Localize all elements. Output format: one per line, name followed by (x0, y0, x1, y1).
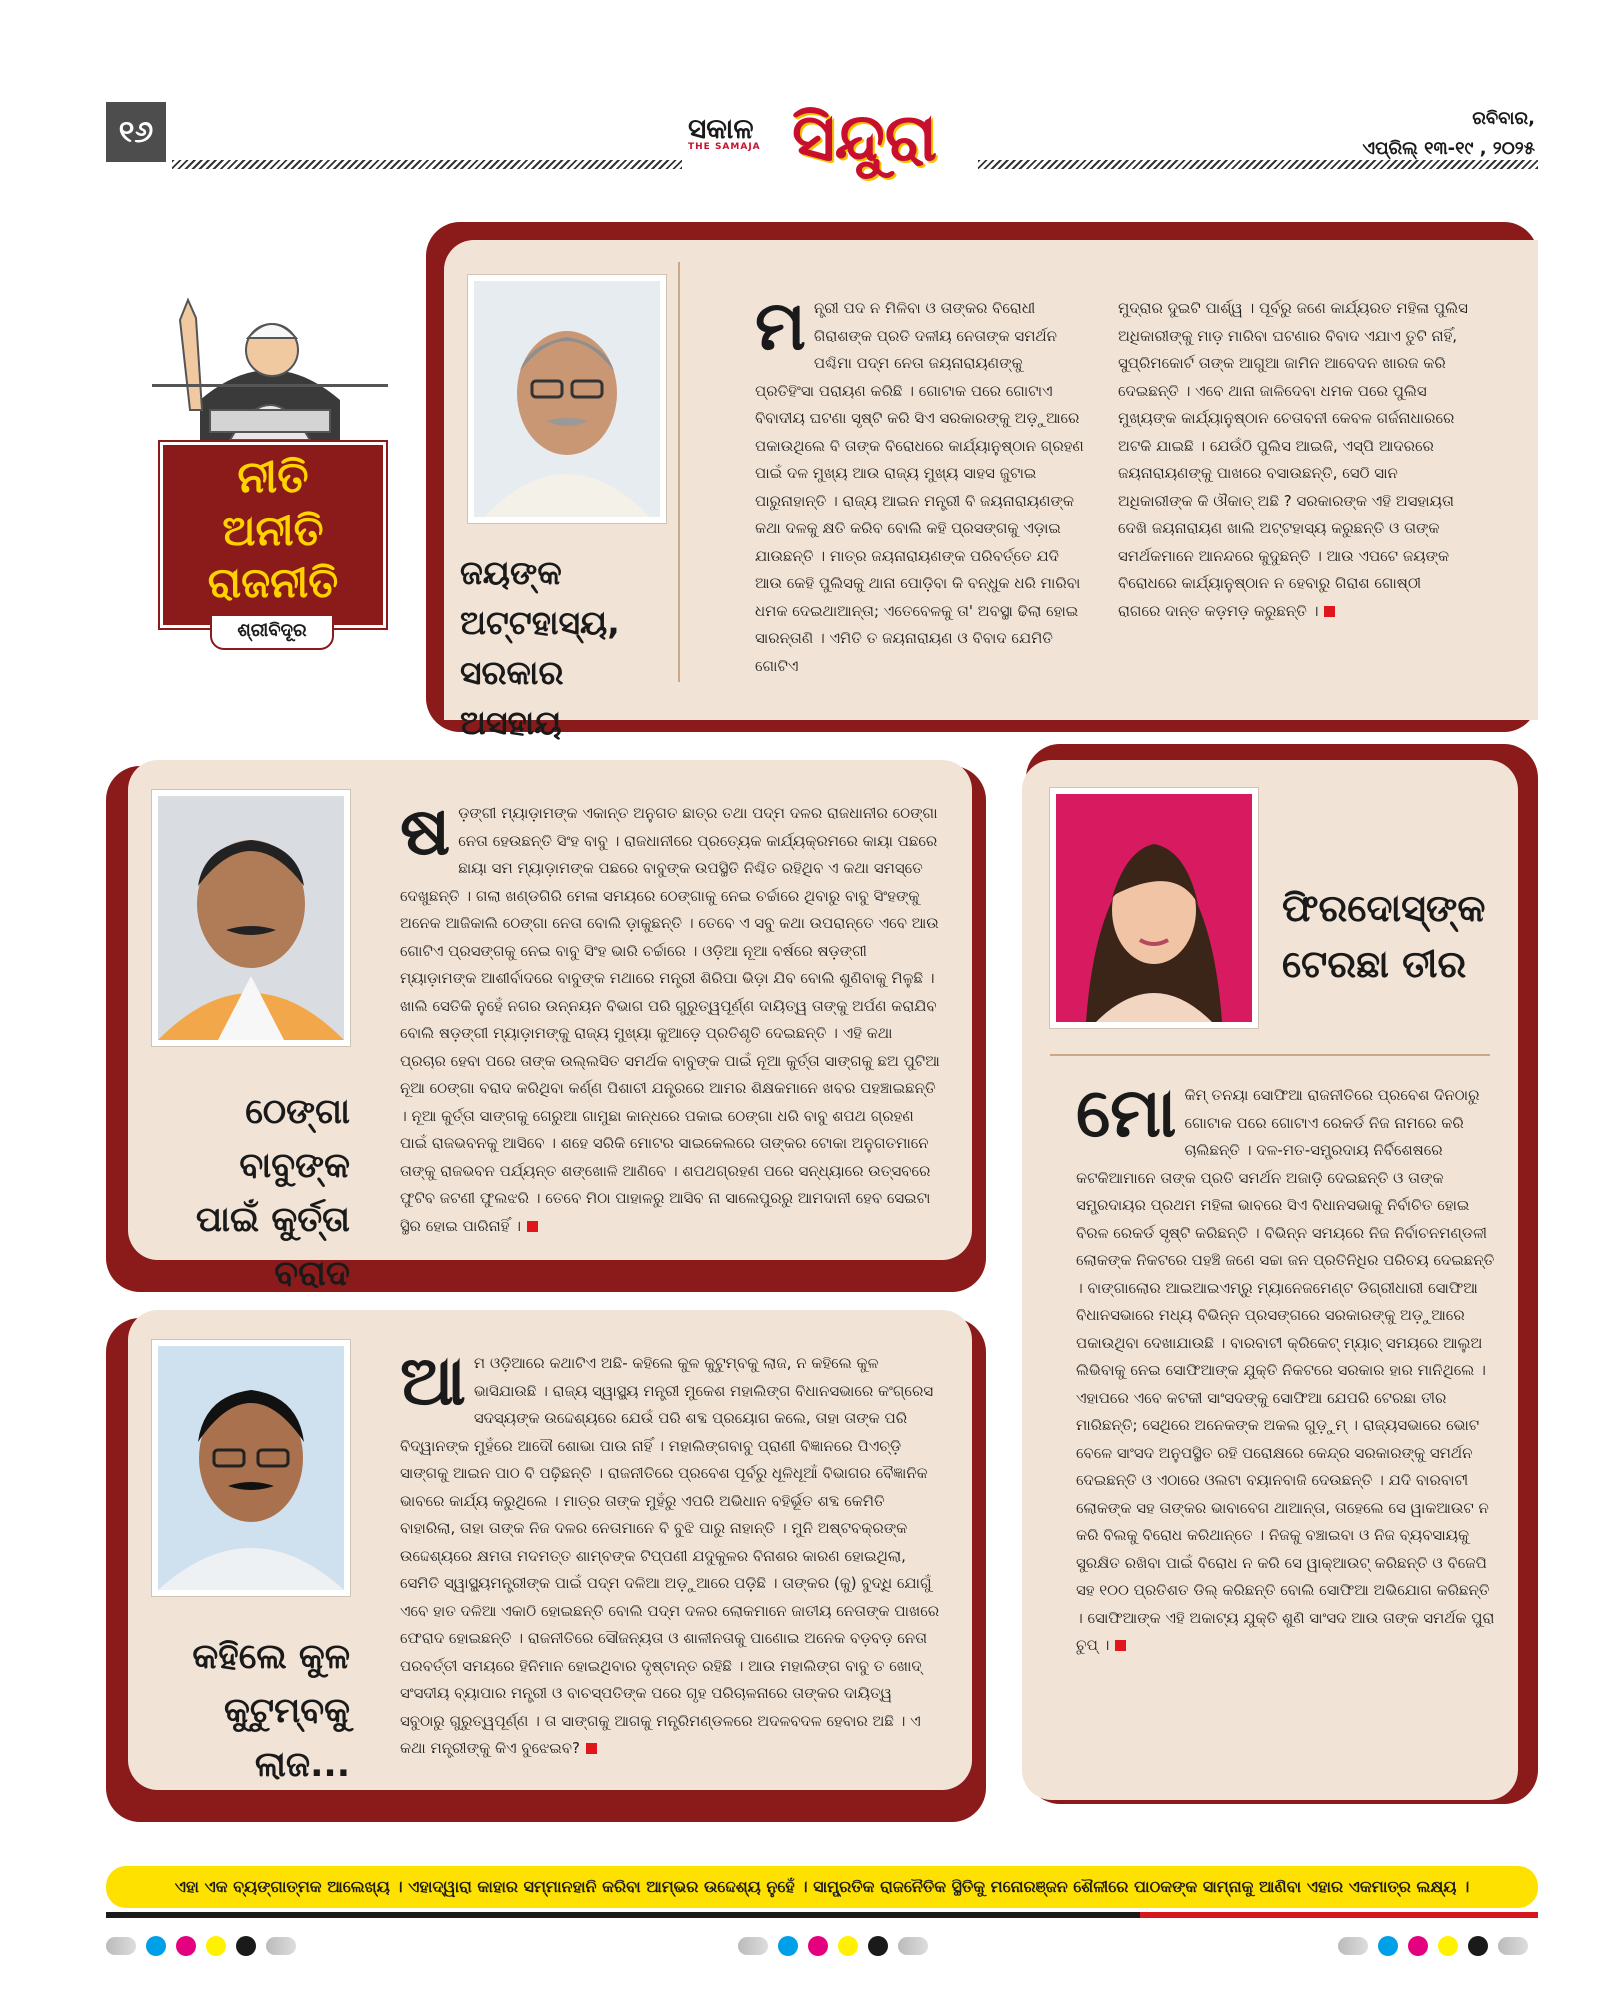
article-4-headline (1282, 880, 1512, 992)
article-2-body (400, 792, 940, 1240)
article-1-photo (468, 275, 666, 523)
article-2-dropcap: ଷ (400, 792, 451, 871)
registration-dot-magenta (176, 1936, 196, 1956)
masthead-sakala-tag: THE SAMAJA (688, 142, 761, 152)
dateline-date: ଏପ୍ରିଲ୍ ୧୩-୧୯ , ୨୦୨୫ (1362, 138, 1535, 159)
masthead-title: ସିନ୍ଦୁରା (792, 98, 938, 176)
article-4-photo (1050, 788, 1258, 1028)
registration-dot-yellow (206, 1936, 226, 1956)
article-3-headline (140, 1630, 350, 1792)
masthead-sakala-text: ସକାଳ (688, 112, 754, 145)
article-1-dropcap: ମ (755, 287, 806, 366)
dateline-day: ରବିବାର, (1472, 108, 1535, 129)
end-mark (1324, 606, 1335, 617)
article-1-headline-line1: ଜୟଙ୍କ ଅଟ୍ଟହାସ୍ୟ, (460, 553, 620, 642)
article-1-col2 (1118, 295, 1468, 625)
registration-bar (1338, 1937, 1368, 1955)
registration-dot-yellow (1438, 1936, 1458, 1956)
registration-dot-magenta (808, 1936, 828, 1956)
registration-bar (1498, 1937, 1528, 1955)
registration-bar (266, 1937, 296, 1955)
article-4-body (1076, 1074, 1496, 1660)
registration-dot-black (868, 1936, 888, 1956)
article-4-divider (1050, 1054, 1490, 1056)
portrait-woman (1056, 794, 1252, 1022)
column-logo-line1: ନୀତି (237, 452, 309, 503)
registration-marks-center (738, 1936, 928, 1956)
article-1-headline (460, 548, 670, 748)
article-2-headline (140, 1085, 350, 1301)
masthead-sakala (688, 112, 761, 152)
end-mark (1115, 1640, 1126, 1651)
dateline (1362, 104, 1535, 164)
registration-dot-cyan (1378, 1936, 1398, 1956)
article-3-headline-line2: କୁଟୁମ୍ବକୁ (223, 1691, 350, 1731)
registration-marks-left (106, 1936, 296, 1956)
column-logo-line3: ରାଜନୀତି (207, 558, 339, 607)
article-4-headline-line1: ଫିରଦୋସ୍‌ଙ୍କ (1282, 886, 1486, 930)
portrait-man-mustache (158, 796, 344, 1040)
registration-bar (738, 1937, 768, 1955)
article-4-body-text: କିମ୍ ତନୟା ସୋଫିଆ ରାଜନୀତିରେ ପ୍ରବେଶ ଦିନଠାରୁ ଗୋଟାକ ପରେ ଗୋଟାଏ ରେକର୍ଡ ନିଜ ନାମରେ କରି ଚାଲିଛନ୍ତି । ଦଳ-ମତ-ସମ୍ପ୍ରଦାୟ ନିର୍ବିଶେଷରେ କଟକିଆମାନେ ତାଙ୍କ ପ୍ରତି ସମର୍ଥନ ଅଜାଡ଼ି ଦେଇଛନ୍ତି ଓ ତାଙ୍କ ସମ୍ପ୍ରଦାୟର ପ୍ରଥମ ମହିଳା ଭାବରେ ସିଏ ବିଧାନସଭାକୁ ନିର୍ବାଚିତ ହୋଇ ବିରଳ ରେକର୍ଡ ସୃଷ୍ଟି କରିଛନ୍ତି । ବିଭିନ୍ନ ସମୟରେ ନିଜ ନିର୍ବାଚନମଣ୍ଡଳୀ ଲୋକଙ୍କ ନିକଟରେ ପହଞ୍ଚି ଜଣେ ସଚ୍ଚା ଜନ ପ୍ରତିନିଧିର ପରିଚୟ ଦେଇଛନ୍ତି । ବାଙ୍ଗାଲୋର ଆଇଆଇଏମ୍‌ରୁ ମ୍ୟାନେଜମେଣ୍ଟ ଡିଗ୍ରୀଧାରୀ ସୋଫିଆ ବିଧାନସଭାରେ ମଧ୍ୟ ବିଭିନ୍ନ ପ୍ରସଙ୍ଗରେ ସରକାରଙ୍କୁ ଅଡ଼ୁଆରେ ପକାଉଥିବା ଦେଖାଯାଉଛି । ବାରବାଟୀ କ୍ରିକେଟ୍ ମ୍ୟାଚ୍ ସମୟରେ ଆଲୁଅ ଲିଭିବାକୁ ନେଇ ସୋଫିଆଙ୍କ ଯୁକ୍ତି ନିକଟରେ ସରକାର ହାର ମାନିଥିଲେ । ଏହାପରେ ଏବେ କଟକୀ ସାଂସଦଙ୍କୁ ସୋଫିଆ ଯେପରି ଟେରଛା ତୀର ମାରିଛନ୍ତି; ସେଥିରେ ଅନେକଙ୍କ ଅକଲ ଗୁଡ଼ୁମ୍ । ରାଜ୍ୟସଭାରେ ଭୋଟ ବେଳେ ସାଂସଦ ଅନୁପସ୍ଥିତ ରହି ପରୋକ୍ଷରେ କେନ୍ଦ୍ର ସରକାରଙ୍କୁ ସମର୍ଥନ ଦେଇଛନ୍ତି ଓ ଏଠାରେ ଓଲଟା ବୟାନବାଜି ଦେଉଛନ୍ତି । ଯଦି ବାରବାଟୀ ଲୋକଙ୍କ ସହ ତାଙ୍କର ଭାବାବେଗ ଥାଆନ୍ତା, ତାହେଲେ ସେ ୱାକଆଉଟ ନ କରି ବିଲକୁ ବିରୋଧ କରିଥାନ୍ତେ । ନିଜକୁ ବଞ୍ଚାଇବା ଓ ନିଜ ବ୍ୟବସାୟକୁ ସୁରକ୍ଷିତ ରଖିବା ପାଇଁ ବିରୋଧ ନ କରି ସେ ୱାକ୍‌ଆଉଟ୍ କରିଛନ୍ତି ଓ ବିଜେପି ସହ ୧୦୦ ପ୍ରତିଶତ ଡିଲ୍ କରିଛନ୍ତି ବୋଲି ସୋଫିଆ ଅଭିଯୋଗ କରିଛନ୍ତି । ସୋଫିଆଙ୍କ ଏହି ଅକାଟ୍ୟ ଯୁକ୍ତି ଶୁଣି ସାଂସଦ ଆଉ ତାଙ୍କ ସମର୍ଥକ ପୁରା ଚୁପ୍ । (1076, 1086, 1495, 1654)
article-2-photo (152, 790, 350, 1046)
column-author: ଶ୍ରୀବିଦୂର (210, 614, 334, 650)
article-3-photo (152, 1340, 350, 1596)
portrait-man-glasses (474, 281, 660, 517)
article-3-body-text: ମ ଓଡ଼ିଆରେ କଥାଟିଏ ଅଛି- କହିଲେ କୁଳ କୁଟୁମ୍ବକୁ ଲାଜ, ନ କହିଲେ କୁଳ ଭାସିଯାଉଛି । ରାଜ୍ୟ ସ୍ୱାସ୍ଥ୍ୟ ମନ୍ତ୍ରୀ ମୁକେଶ ମହାଲିଙ୍ଗ ବିଧାନସଭାରେ କଂଗ୍ରେସ ସଦସ୍ୟଙ୍କ ଉଦ୍ଦେଶ୍ୟରେ ଯେଉଁ ପରି ଶବ୍ଦ ପ୍ରୟୋଗ କଲେ, ତାହା ତାଙ୍କ ପରି ବିଦ୍ୱାନଙ୍କ ମୁହଁରେ ଆଦୌ ଶୋଭା ପାଉ ନାହିଁ । ମହାଲିଙ୍ଗବାବୁ ପ୍ରାଣୀ ବିଜ୍ଞାନରେ ପିଏଚ୍‌ଡ଼ି ସାଙ୍ଗକୁ ଆଇନ ପାଠ ବି ପଢ଼ିଛନ୍ତି । ରାଜନୀତିରେ ପ୍ରବେଶ ପୂର୍ବରୁ ଧୂଳିଧୂଆଁ ବିଭାଗର ବୈଜ୍ଞାନିକ ଭାବରେ କାର୍ଯ୍ୟ କରୁଥିଲେ । ମାତ୍ର ତାଙ୍କ ମୁହଁରୁ ଏପରି ଅଭିଧାନ ବହିର୍ଭୂତ ଶବ୍ଦ କେମିତି ବାହାରିଲା, ତାହା ତାଙ୍କ ନିଜ ଦଳର ନେତାମାନେ ବି ବୁଝି ପାରୁ ନାହାନ୍ତି । ମୁନି ଅଷ୍ଟବକ୍ରଙ୍କ ଉଦ୍ଦେଶ୍ୟରେ କ୍ଷମତା ମଦମତ୍ତ ଶାମ୍ବଙ୍କ ଟିପ୍ପଣୀ ଯଦୁକୁଳର ବିନାଶର କାରଣ ହୋଇଥିଲା, ସେମିତି ସ୍ୱାସ୍ଥ୍ୟମନ୍ତ୍ରୀଙ୍କ ପାଇଁ ପଦ୍ମ ଦଳିଆ ଅଡ଼ୁଆରେ ପଡ଼ିଛି । ତାଙ୍କର (କୁ) ବୁଦ୍ଧି ଯୋଗୁଁ ଏବେ ହାତ ଦଳିଆ ଏକାଠି ହୋଇଛନ୍ତି ବୋଲି ପଦ୍ମ ଦଳର ଲୋକମାନେ ଜାତୀୟ ନେତାଙ୍କ ପାଖରେ ଫେରାଦ ହୋଇଛନ୍ତି । ରାଜନୀତିରେ ସୌଜନ୍ୟତା ଓ ଶାଳୀନତାକୁ ପାଣୋଇ ଅନେକ ବଡ଼ବଡ଼ ନେତା ପରବର୍ତ୍ତୀ ସମୟରେ ହିନିମାନ ହୋଇଥିବାର ଦୃଷ୍ଟାନ୍ତ ରହିଛି । ଆଉ ମହାଲିଙ୍ଗ ବାବୁ ତ ଖୋଦ୍ ସଂସଦୀୟ ବ୍ୟାପାର ମନ୍ତ୍ରୀ ଓ ବାଚସ୍ପତିଙ୍କ ପରେ ଗୃହ ପରିଚାଳନାରେ ତାଙ୍କର ଦାୟିତ୍ୱ ସବୁଠାରୁ ଗୁରୁତ୍ୱପୂର୍ଣ୍ଣ । ତା ସାଙ୍ଗକୁ ଆଗକୁ ମନ୍ତ୍ରିମଣ୍ଡଳରେ ଅଦଳବଦଳ ହେବାର ଅଛି । ଏ କଥା ମନ୍ତ୍ରୀଙ୍କୁ କିଏ ବୁଝେଇବ? (400, 1354, 940, 1757)
article-1-col1 (755, 287, 1085, 680)
article-2-headline-line1: ଠେଙ୍ଗା ବାବୁଙ୍କ (239, 1092, 350, 1186)
article-1-col2-text: ମୁଦ୍ରାର ଦୁଇଟି ପାର୍ଶ୍ୱ । ପୂର୍ବରୁ ଜଣେ କାର୍ଯ୍ୟରତ ମହିଳା ପୁଲିସ ଅଧିକାରୀଙ୍କୁ ମାଡ଼ ମାରିବା ଘଟଣାର ବିବାଦ ଏଯାଏ ତୁଟି ନାହିଁ, ସୁପ୍ରିମକୋର୍ଟ ତାଙ୍କ ଆଗୁଆ ଜାମିନ ଆବେଦନ ଖାରଜ କରି ଦେଇଛନ୍ତି । ଏବେ ଥାନା ଜାଳିଦେବା ଧମକ ପରେ ପୁଲିସ ମୁଖ୍ୟଙ୍କ କାର୍ଯ୍ୟାନୁଷ୍ଠାନ ଚେତାବନୀ କେବଳ ଗର୍ଜନାଧାରରେ ଅଟକି ଯାଇଛି । ଯେଉଁଠି ପୁଲିସ ଆଇଜି, ଏସ୍‌ପି ଆଦରରେ ଜୟନାରାୟଣଙ୍କୁ ପାଖରେ ବସାଉଛନ୍ତି, ସେଠି ସାନ ଅଧିକାରୀଙ୍କ କି ଔକାତ୍ ଅଛି ? ସରକାରଙ୍କ ଏହି ଅସହାୟତା ଦେଖି ଜୟନାରାୟଣ ଖାଲି ଅଟ୍ଟହାସ୍ୟ କରୁଛନ୍ତି ଓ ତାଙ୍କ ସମର୍ଥକମାନେ ଆନନ୍ଦରେ କୁଦୁଛନ୍ତି । ଆଉ ଏପଟେ ଜୟଙ୍କ ବିରୋଧରେ କାର୍ଯ୍ୟାନୁଷ୍ଠାନ ନ ହେବାରୁ ଗିରାଶ ଗୋଷ୍ଠୀ ରାଗରେ ଦାନ୍ତ କଡ଼ମଡ଼ କରୁଛନ୍ତି । (1118, 299, 1468, 620)
header-rule-left (172, 160, 682, 169)
end-mark (527, 1221, 538, 1232)
page-number: ୧୬ (106, 102, 166, 162)
article-4-dropcap: ମୋ (1076, 1074, 1177, 1153)
article-3-body (400, 1342, 940, 1763)
politician-illustration (150, 280, 390, 450)
registration-marks-right (1338, 1936, 1528, 1956)
article-1-divider (678, 262, 680, 682)
column-logo-line2: ଅନୀତି (222, 506, 324, 555)
registration-dot-magenta (1408, 1936, 1428, 1956)
registration-bar (898, 1937, 928, 1955)
disclaimer-text: ଏହା ଏକ ବ୍ୟଙ୍ଗାତ୍ମକ ଆଲେଖ୍ୟ । ଏହାଦ୍ୱାରା କାହାର ସମ୍ମାନହାନି କରିବା ଆମ୍ଭର ଉଦ୍ଦେଶ୍ୟ ନୁହେଁ । ସାମ୍ପ୍ରତିକ ରାଜନୈତିକ ସ୍ଥିତିକୁ ମନୋରଞ୍ଜନ ଶୈଳୀରେ ପାଠକଙ୍କ ସାମ୍ନାକୁ ଆଣିବା ଏହାର ଏକମାତ୍ର ଲକ୍ଷ୍ୟ । (174, 1877, 1470, 1896)
article-4-headline-line2: ଟେରଛା ତୀର (1282, 942, 1467, 986)
article-2-headline-line2: ପାଇଁ କୁର୍ତ୍ତା (195, 1200, 350, 1240)
article-1-headline-line2: ସରକାର ଅସହାୟ (460, 653, 564, 742)
portrait-man-glasses-2 (158, 1346, 344, 1590)
registration-dot-cyan (146, 1936, 166, 1956)
article-3-headline-line3: ଲାଜ... (254, 1745, 350, 1785)
registration-dot-yellow (838, 1936, 858, 1956)
column-logo (150, 280, 390, 660)
registration-dot-black (1468, 1936, 1488, 1956)
article-2-headline-line3: ବରାଦ (274, 1254, 350, 1294)
end-mark (586, 1743, 597, 1754)
registration-dot-black (236, 1936, 256, 1956)
article-1-col1-text: ନ୍ତ୍ରୀ ପଦ ନ ମିଳିବା ଓ ତାଙ୍କର ବିରୋଧୀ ଗିରାଶଙ୍କ ପ୍ରତି ଦଳୀୟ ନେତାଙ୍କ ସମର୍ଥନ ପଶ୍ଚିମା ପଦ୍ମ ନେତା ଜୟନାରାୟଣଙ୍କୁ ପ୍ରତିହିଂସା ପରାୟଣ କରିଛି । ଗୋଟାକ ପରେ ଗୋଟାଏ ବିବାଦୀୟ ଘଟଣା ସୃଷ୍ଟି କରି ସିଏ ସରକାରଙ୍କୁ ଅଡ଼ୁଆରେ ପକାଉଥିଲେ ବି ତାଙ୍କ ବିରୋଧରେ କାର୍ଯ୍ୟାନୁଷ୍ଠାନ ଗ୍ରହଣ ପାଇଁ ଦଳ ମୁଖ୍ୟ ଆଉ ରାଜ୍ୟ ମୁଖ୍ୟ ସାହସ ଜୁଟାଇ ପାରୁନାହାନ୍ତି । ରାଜ୍ୟ ଆଇନ ମନ୍ତ୍ରୀ ବି ଜୟନାରାୟଣଙ୍କ କଥା ଦଳକୁ କ୍ଷତି କରିବ ବୋଲି କହି ପ୍ରସଙ୍ଗକୁ ଏଡ଼ାଇ ଯାଉଛନ୍ତି । ମାତ୍ର ଜୟନାରାୟଣଙ୍କ ପରିବର୍ତ୍ତେ ଯଦି ଆଉ କେହି ପୁଲିସକୁ ଥାନା ପୋଡ଼ିବା କି ବନ୍ଧୁକ ଧରି ମାରିବା ଧମକ ଦେଇଥାଆନ୍ତା; ଏତେବେଳକୁ ତା' ଅବସ୍ଥା ଢିଲା ହୋଇ ସାରନ୍ତାଣି । ଏମିତି ତ ଜୟନାରାୟଣ ଓ ବିବାଦ ଯେମିତି ଗୋଟିଏ (755, 299, 1084, 675)
footer-rule-red (1140, 1912, 1538, 1918)
column-logo-banner (160, 442, 386, 628)
disclaimer-bar (106, 1866, 1538, 1908)
registration-dot-cyan (778, 1936, 798, 1956)
article-3-dropcap: ଆ (400, 1342, 466, 1421)
registration-bar (106, 1937, 136, 1955)
article-3-headline-line1: କହିଲେ କୁଳ (192, 1637, 350, 1677)
article-2-body-text: ଡ଼ଙ୍ଗୀ ମ୍ୟାଡ଼ାମଙ୍କ ଏକାନ୍ତ ଅନୁଗତ ଛାତ୍ର ତଥା ପଦ୍ମ ଦଳର ରାଜଧାନୀର ଠେଙ୍ଗା ନେତା ହେଉଛନ୍ତି ସିଂହ ବାବୁ । ରାଜଧାନୀରେ ପ୍ରତ୍ୟେକ କାର୍ଯ୍ୟକ୍ରମରେ କାୟା ପଛରେ ଛାୟା ସମ ମ୍ୟାଡ଼ାମଙ୍କ ପଛରେ ବାବୁଙ୍କ ଉପସ୍ଥିତି ନିଶ୍ଚିତ ରହିଥିବ ଏ କଥା ସମସ୍ତେ ଦେଖୁଛନ୍ତି । ଗଲା ଖଣ୍ଡଗିରି ମେଳା ସମୟରେ ଠେଙ୍ଗାକୁ ନେଇ ଚର୍ଚ୍ଚାରେ ଥିବାରୁ ବାବୁ ସିଂହଙ୍କୁ ଅନେକ ଆଜିକାଲି ଠେଙ୍ଗା ନେତା ବୋଲି ଡ଼ାକୁଛନ୍ତି । ତେବେ ଏ ସବୁ କଥା ଉପରାନ୍ତେ ଏବେ ଆଉ ଗୋଟିଏ ପ୍ରସଙ୍ଗକୁ ନେଇ ବାବୁ ସିଂହ ଭାରି ଚର୍ଚ୍ଚାରେ । ଓଡ଼ିଆ ନୂଆ ବର୍ଷରେ ଷଡ଼ଙ୍ଗୀ ମ୍ୟାଡ଼ାମଙ୍କ ଆଶୀର୍ବାଦରେ ବାବୁଙ୍କ ମଥାରେ ମନ୍ତ୍ରୀ ଶିରିପା ଭିଡ଼ା ଯିବ ବୋଲି ଶୁଣିବାକୁ ମିଳୁଛି । ଖାଲି ସେତିକି ନୁହେଁ ନଗର ଉନ୍ନୟନ ବିଭାଗ ପରି ଗୁରୁତ୍ୱପୂର୍ଣ୍ଣ ଦାୟିତ୍ୱ ତାଙ୍କୁ ଅର୍ପଣ କରାଯିବ ବୋଲି ଷଡ଼ଙ୍ଗୀ ମ୍ୟାଡ଼ାମଙ୍କୁ ରାଜ୍ୟ ମୁଖ୍ୟା କୁଆଡ଼େ ପ୍ରତିଶୃତି ଦେଇଛନ୍ତି । ଏହି କଥା ପ୍ରଚାର ହେବା ପରେ ତାଙ୍କ ଉଲ୍ଲସିତ ସମର୍ଥକ ବାବୁଙ୍କ ପାଇଁ ନୂଆ କୁର୍ତ୍ତା ସାଙ୍ଗକୁ ଛଅ ପୁଟିଆ ନୂଆ ଠେଙ୍ଗା ବରାଦ କରିଥିବା କର୍ଣ୍ଣ ପିଶାଚୀ ଯନ୍ତ୍ରରେ ଆମର ଶିକ୍ଷକମାନେ ଖବର ପହଞ୍ଚାଇଛନ୍ତି । ନୂଆ କୁର୍ତ୍ତା ସାଙ୍ଗକୁ ଗେରୁଆ ଗାମୁଛା କାନ୍ଧରେ ପକାଇ ଠେଙ୍ଗା ଧରି ବାବୁ ଶପଥ ଗ୍ରହଣ ପାଇଁ ରାଜଭବନକୁ ଆସିବେ । ଶହେ ସରିକି ମୋଟର ସାଇକେଲରେ ତାଙ୍କର ଟୋକା ଅନୁଗତମାନେ ତାଙ୍କୁ ରାଜଭବନ ପର୍ଯ୍ୟନ୍ତ ଶଙ୍ଖୋଳି ଆଣିବେ । ଶପଥଗ୍ରହଣ ପରେ ସନ୍ଧ୍ୟାରେ ଉତ୍ସବରେ ଫୁଟିବ ଜଟଣୀ ଫୁଲଝରି । ତେବେ ମିଠା ପାହାଳରୁ ଆସିବ ନା ସାଲେପୁରରୁ ଆମଦାନୀ ହେବ ସେଇଟା ସ୍ଥିର ହୋଇ ପାରିନାହିଁ । (400, 804, 940, 1235)
